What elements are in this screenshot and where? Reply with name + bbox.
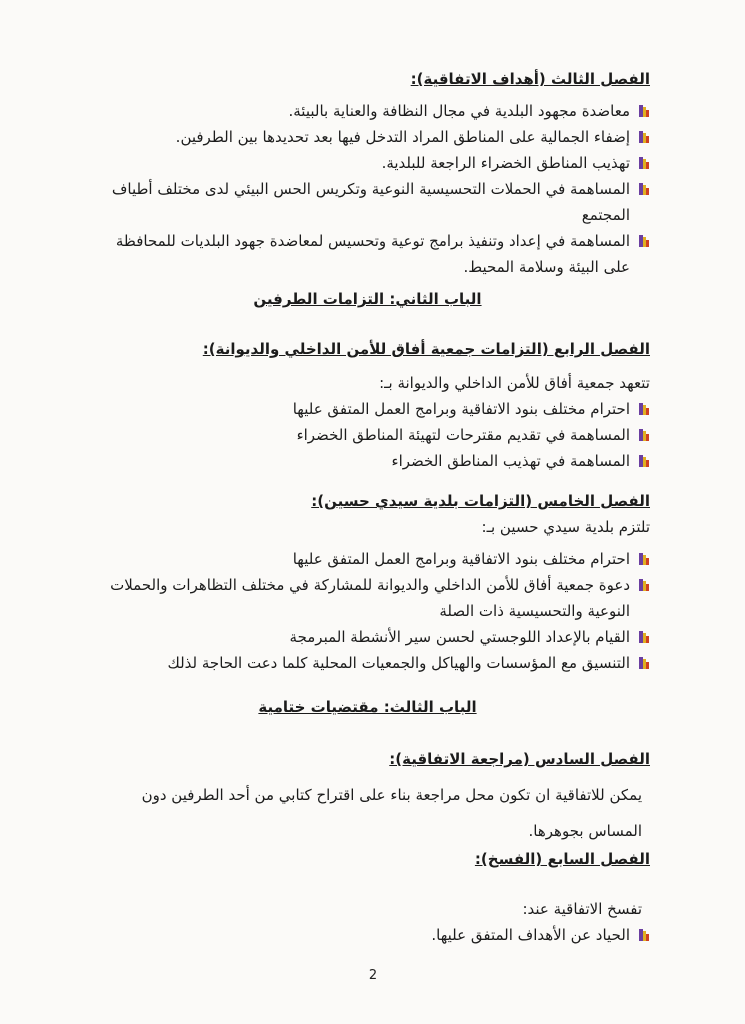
- section-review-heading: الفصل السادس (مراجعة الاتفاقية):: [389, 750, 650, 768]
- section-afak-heading: الفصل الرابع (التزامات جمعية أفاق للأمن الداخلي والديوانة):: [202, 340, 650, 358]
- section-municipality-intro: تلتزم بلدية سيدي حسين بـ:: [481, 518, 650, 536]
- book-bullet-icon: [638, 552, 650, 566]
- list-item: المساهمة في الحملات التحسيسية النوعية وتكريس الحس البيئي لدى مختلف أطياف المجتمع: [85, 176, 650, 228]
- list-item: المساهمة في تقديم مقترحات لتهيئة المناطق الخضراء: [85, 422, 650, 448]
- page-number: 2: [368, 968, 378, 983]
- list-item: دعوة جمعية أفاق للأمن الداخلي والديوانة للمشاركة في مختلف التظاهرات والحملات النوعية والتحسيسية ذات الصلة: [85, 572, 650, 624]
- chapter-three-title: الباب الثالث: مقتضيات ختامية: [258, 698, 477, 716]
- chapter-two-title: الباب الثاني: التزامات الطرفين: [253, 290, 482, 308]
- list-item: التنسيق مع المؤسسات والهياكل والجمعيات المحلية كلما دعت الحاجة لذلك: [85, 650, 650, 676]
- book-bullet-icon: [638, 402, 650, 416]
- book-bullet-icon: [638, 630, 650, 644]
- list-item: احترام مختلف بنود الاتفاقية وبرامج العمل المتفق عليها: [85, 396, 650, 422]
- list-item: القيام بالإعداد اللوجستي لحسن سير الأنشطة المبرمجة: [85, 624, 650, 650]
- section-review-line1: يمكن للاتفاقية ان تكون محل مراجعة بناء على اقتراح كتابي من أحد الطرفين دون: [141, 786, 642, 804]
- section-afak-intro: تتعهد جمعية أفاق للأمن الداخلي والديوانة بـ:: [379, 374, 650, 392]
- book-bullet-icon: [638, 156, 650, 170]
- list-item: معاضدة مجهود البلدية في مجال النظافة والعناية بالبيئة.: [85, 98, 650, 124]
- book-bullet-icon: [638, 656, 650, 670]
- book-bullet-icon: [638, 454, 650, 468]
- list-item: المساهمة في تهذيب المناطق الخضراء: [85, 448, 650, 474]
- section-goals-heading: الفصل الثالث (أهداف الاتفاقية):: [410, 70, 650, 88]
- list-item: إضفاء الجمالية على المناطق المراد التدخل فيها بعد تحديدها بين الطرفين.: [85, 124, 650, 150]
- section-termination-intro: تفسخ الاتفاقية عند:: [522, 900, 642, 918]
- document-content: [85, 62, 650, 948]
- afak-list: [85, 396, 650, 474]
- book-bullet-icon: [638, 234, 650, 248]
- section-review-line2: المساس بجوهرها.: [528, 822, 642, 840]
- section-termination-heading: الفصل السابع (الفسخ):: [474, 850, 650, 868]
- list-item: احترام مختلف بنود الاتفاقية وبرامج العمل المتفق عليها: [85, 546, 650, 572]
- municipality-list: [85, 546, 650, 676]
- book-bullet-icon: [638, 928, 650, 942]
- book-bullet-icon: [638, 428, 650, 442]
- list-item: الحياد عن الأهداف المتفق عليها.: [85, 922, 650, 948]
- book-bullet-icon: [638, 182, 650, 196]
- list-item: تهذيب المناطق الخضراء الراجعة للبلدية.: [85, 150, 650, 176]
- list-item: المساهمة في إعداد وتنفيذ برامج توعية وتحسيس لمعاضدة جهود البلديات للمحافظة على البيئة وسلامة المحيط.: [85, 228, 650, 280]
- book-bullet-icon: [638, 104, 650, 118]
- goals-list: [85, 98, 650, 280]
- book-bullet-icon: [638, 578, 650, 592]
- section-municipality-heading: الفصل الخامس (التزامات بلدية سيدي حسين):: [311, 492, 650, 510]
- termination-list: [85, 922, 650, 948]
- book-bullet-icon: [638, 130, 650, 144]
